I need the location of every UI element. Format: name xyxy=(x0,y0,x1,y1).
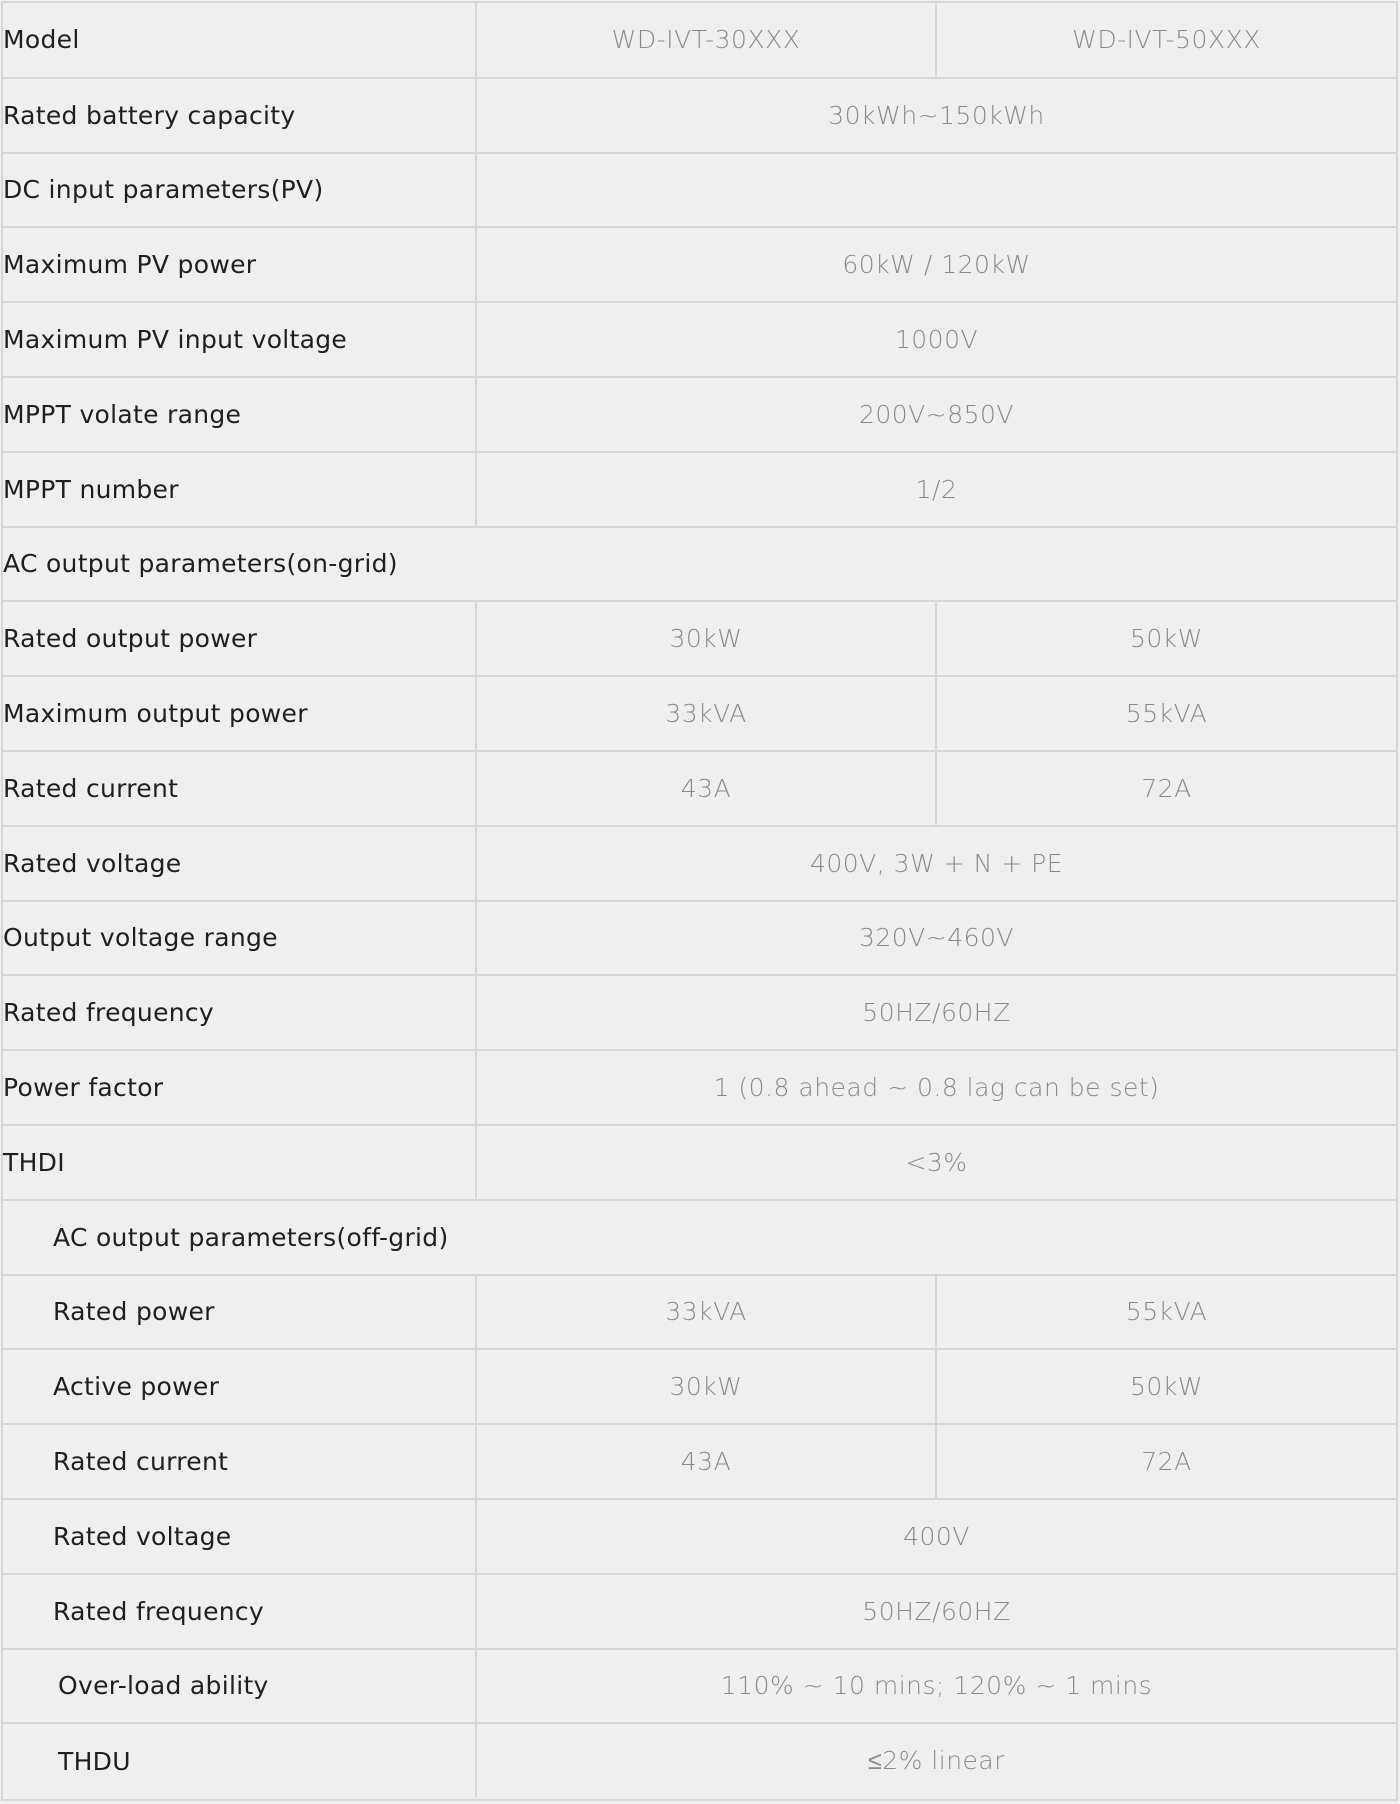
row-value: ≤2% linear xyxy=(476,1723,1396,1798)
row-label: Maximum output power xyxy=(3,676,476,751)
table-row xyxy=(3,1723,1396,1798)
table-row xyxy=(3,452,1396,527)
row-value: 1000V xyxy=(476,302,1396,377)
table-row-model xyxy=(3,3,1396,78)
row-value: <3% xyxy=(476,1125,1396,1200)
row-label: THDI xyxy=(3,1125,476,1200)
row-label: Maximum PV input voltage xyxy=(3,302,476,377)
row-label: Rated output power xyxy=(3,601,476,676)
row-label: Model xyxy=(3,3,476,78)
row-value: 30kWh~150kWh xyxy=(476,78,1396,153)
row-value: 320V~460V xyxy=(476,901,1396,976)
row-value: 60kW / 120kW xyxy=(476,227,1396,302)
row-label: Maximum PV power xyxy=(3,227,476,302)
row-value-b: 72A xyxy=(936,751,1396,826)
row-value-a: 33kVA xyxy=(476,676,936,751)
row-value-b: 50kW xyxy=(936,1349,1396,1424)
row-label: THDU xyxy=(3,1723,476,1798)
row-value xyxy=(476,153,1396,228)
row-label: Rated voltage xyxy=(3,826,476,901)
table-row xyxy=(3,826,1396,901)
row-value-b: 55kVA xyxy=(936,676,1396,751)
row-label: Output voltage range xyxy=(3,901,476,976)
row-value-a: 30kW xyxy=(476,601,936,676)
row-value: 400V, 3W + N + PE xyxy=(476,826,1396,901)
row-value: 110% ~ 10 mins; 120% ~ 1 mins xyxy=(476,1649,1396,1724)
row-label: Power factor xyxy=(3,1050,476,1125)
table-row xyxy=(3,227,1396,302)
row-value-b: 50kW xyxy=(936,601,1396,676)
row-value-a: 43A xyxy=(476,1424,936,1499)
row-label: Rated power xyxy=(3,1275,476,1350)
row-value-a: 43A xyxy=(476,751,936,826)
table-row-section xyxy=(3,153,1396,228)
row-label: Rated battery capacity xyxy=(3,78,476,153)
table-row xyxy=(3,78,1396,153)
row-value: 200V~850V xyxy=(476,377,1396,452)
row-value: 1 (0.8 ahead ~ 0.8 lag can be set) xyxy=(476,1050,1396,1125)
row-value-a: 33kVA xyxy=(476,1275,936,1350)
row-label: MPPT number xyxy=(3,452,476,527)
table-row xyxy=(3,1349,1396,1424)
table-row xyxy=(3,1125,1396,1200)
table-row xyxy=(3,975,1396,1050)
table-row xyxy=(3,1050,1396,1125)
row-value-a: 30kW xyxy=(476,1349,936,1424)
row-label: Rated voltage xyxy=(3,1499,476,1574)
table-row xyxy=(3,1499,1396,1574)
model-name-a: WD-IVT-30XXX xyxy=(476,3,936,78)
row-value: 50HZ/60HZ xyxy=(476,1574,1396,1649)
table-row xyxy=(3,601,1396,676)
row-value-b: 72A xyxy=(936,1424,1396,1499)
table-row xyxy=(3,901,1396,976)
row-value: 400V xyxy=(476,1499,1396,1574)
row-label: Active power xyxy=(3,1349,476,1424)
row-value-b: 55kVA xyxy=(936,1275,1396,1350)
section-label: AC output parameters(off-grid) xyxy=(3,1200,1396,1275)
section-label: AC output parameters(on-grid) xyxy=(3,527,1396,602)
row-label: Rated current xyxy=(3,1424,476,1499)
row-value: 50HZ/60HZ xyxy=(476,975,1396,1050)
row-label: Over-load ability xyxy=(3,1649,476,1724)
table-row xyxy=(3,302,1396,377)
table-row xyxy=(3,377,1396,452)
table-row xyxy=(3,676,1396,751)
table-row-section xyxy=(3,527,1396,602)
table-row xyxy=(3,1574,1396,1649)
table-row xyxy=(3,751,1396,826)
table-row xyxy=(3,1649,1396,1724)
row-value: 1/2 xyxy=(476,452,1396,527)
model-name-b: WD-IVT-50XXX xyxy=(936,3,1396,78)
table-row xyxy=(3,1424,1396,1499)
row-label: Rated frequency xyxy=(3,1574,476,1649)
section-label: DC input parameters(PV) xyxy=(3,153,476,228)
spec-table xyxy=(3,3,1396,1798)
table-row xyxy=(3,1275,1396,1350)
row-label: Rated frequency xyxy=(3,975,476,1050)
row-label: Rated current xyxy=(3,751,476,826)
row-label: MPPT volate range xyxy=(3,377,476,452)
table-row-section xyxy=(3,1200,1396,1275)
spec-sheet xyxy=(1,1,1398,1801)
